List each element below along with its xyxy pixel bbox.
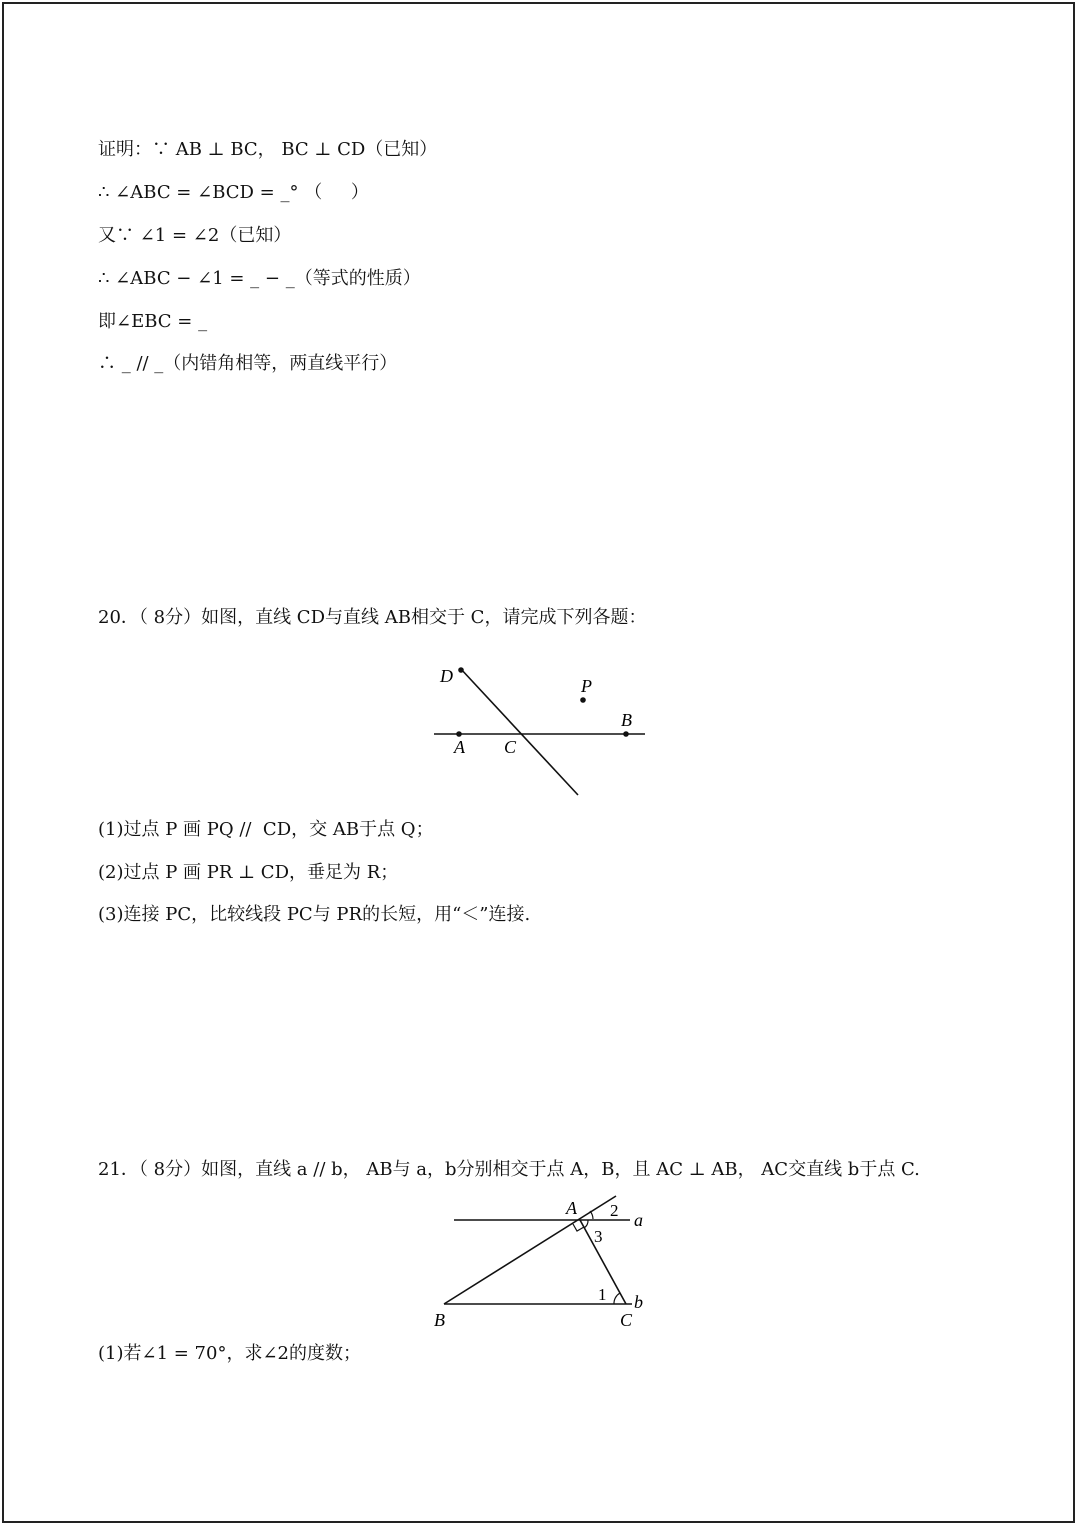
label-a: A [454,737,465,757]
q20-stem: 20．（ 8分）如图，直线 CD与直线 AB相交于 C，请完成下列各题： [98,607,647,628]
label-b: B [621,710,632,730]
point-a [456,731,462,737]
proof-line-2: ∴ ∠ABC = ∠BCD = _° （ ） [98,182,369,203]
label-angle-3: 3 [594,1227,603,1246]
point-b [623,731,629,737]
q20-part-3: (3)连接 PC，比较线段 PC与 PR的长短，用“＜”连接. [98,904,531,925]
label-a-point: A [566,1198,577,1218]
q20-figure [420,660,660,810]
label-angle-1: 1 [598,1285,607,1304]
point-p [580,697,586,703]
q21-stem: 21．（ 8分）如图，直线 a // b， AB与 a，b分别相交于点 A，B，且 AC ⊥ AB， AC交直线 b于点 C. [98,1159,920,1180]
proof-line-5: 即∠EBC = _ [98,311,208,332]
label-c: C [504,737,517,757]
label-line-a: a [634,1210,643,1230]
proof-line-3: 又∵ ∠1 = ∠2（已知） [98,225,292,246]
label-b-point: B [434,1310,445,1330]
proof-line-1: 证明：∵ AB ⊥ BC， BC ⊥ CD（已知） [98,139,438,160]
proof-line-4: ∴ ∠ABC − ∠1 = _ − _（等式的性质） [98,268,421,289]
label-p: P [581,676,592,696]
q20-part-2: (2)过点 P 画 PR ⊥ CD，垂足为 R； [98,862,399,883]
line-cd [460,668,578,795]
label-c-point: C [620,1310,633,1330]
point-d [458,667,464,673]
q21-part-1: (1)若∠1 = 70°，求∠2的度数； [98,1343,361,1364]
angle-1-arc [614,1293,620,1304]
q21-figure [434,1192,660,1332]
q20-part-1: (1)过点 P 画 PQ // CD，交 AB于点 Q； [98,819,434,840]
label-line-b: b [634,1292,643,1312]
angle-2-arc [590,1211,593,1219]
label-angle-2: 2 [610,1201,619,1220]
label-d: D [440,666,453,686]
proof-line-6: ∴ _ // _（内错角相等，两直线平行） [98,353,398,374]
